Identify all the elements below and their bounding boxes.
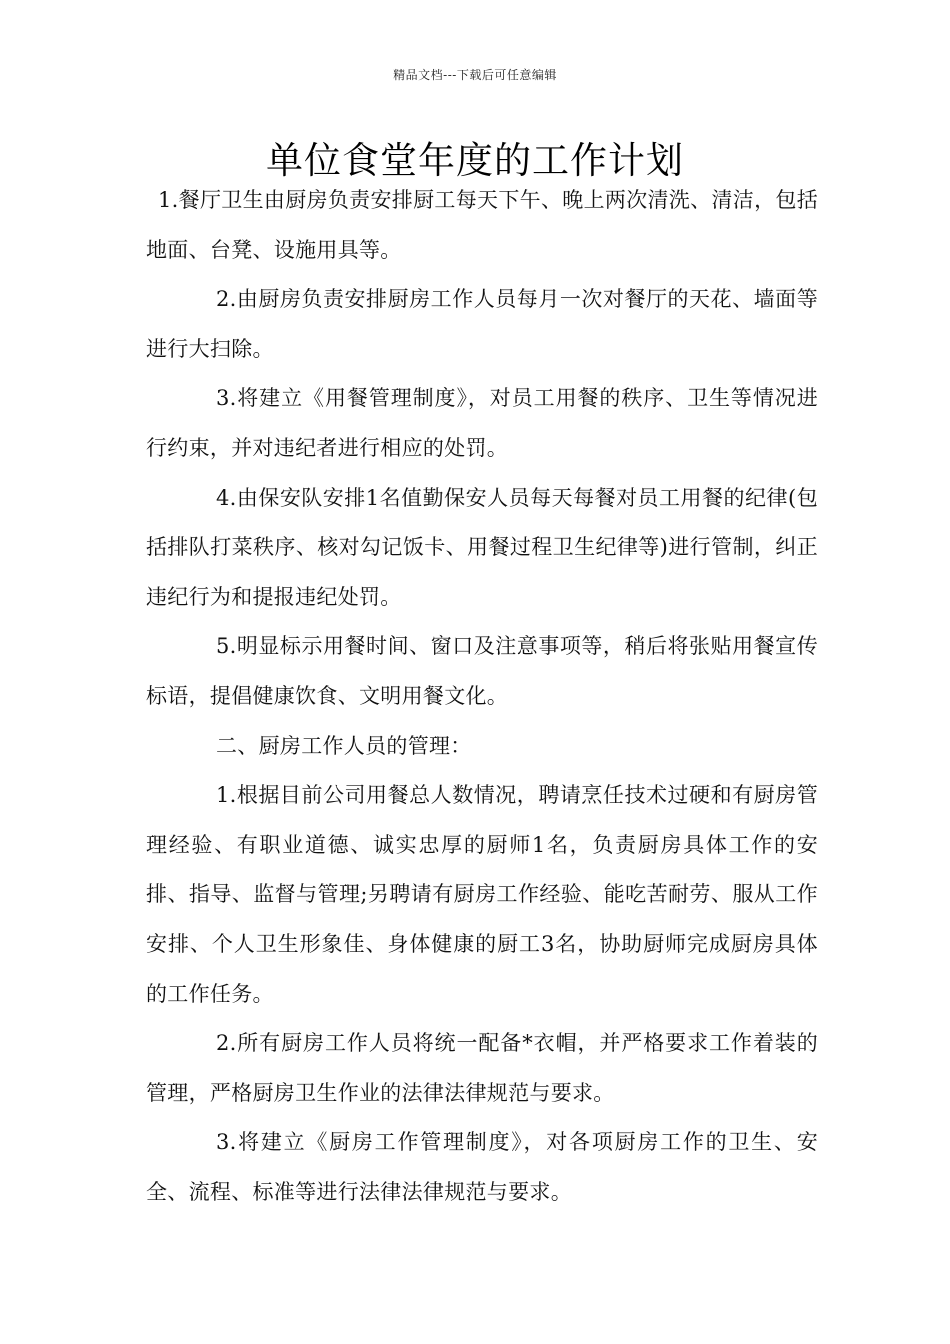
paragraph: 5.明显标示用餐时间、窗口及注意事项等，稍后将张贴用餐宣传标语，提倡健康饮食、文明用餐文化。 — [146, 634, 818, 708]
paragraph: 3.将建立《用餐管理制度》，对员工用餐的秩序、卫生等情况进行约束，并对违纪者进行相应的处罚。 — [146, 386, 818, 460]
paragraph: 4.由保安队安排1名值勤保安人员每天每餐对员工用餐的纪律(包括排队打菜秩序、核对勾记饭卡、用餐过程卫生纪律等)进行管制，纠正违纪行为和提报违纪处罚。 — [146, 485, 818, 609]
paragraph: 2.所有厨房工作人员将统一配备*衣帽，并严格要求工作着装的管理，严格厨房卫生作业的法律法律规范与要求。 — [146, 1031, 818, 1105]
header-note: 精品文档---下载后可任意编辑 — [393, 68, 557, 82]
document-body — [146, 176, 818, 1217]
paragraph: 2.由厨房负责安排厨房工作人员每月一次对餐厅的天花、墙面等进行大扫除。 — [146, 287, 818, 361]
document-title: 单位食堂年度的工作计划 — [266, 139, 684, 182]
paragraph: 1.根据目前公司用餐总人数情况，聘请烹任技术过硬和有厨房管理经验、有职业道德、诚实忠厚的厨师1名，负责厨房具体工作的安排、指导、监督与管理;另聘请有厨房工作经验、能吃苦耐劳、服从工作安排、个人卫生形象佳、身体健康的厨工3名，协助厨师完成厨房具体的工作任务。 — [146, 783, 818, 1006]
paragraph: 1.餐厅卫生由厨房负责安排厨工每天下午、晚上两次清洗、清洁，包括地面、台凳、设施用具等。 — [146, 188, 818, 262]
section-heading: 二、厨房工作人员的管理： — [216, 733, 472, 758]
paragraph: 3.将建立《厨房工作管理制度》，对各项厨房工作的卫生、安全、流程、标准等进行法律法律规范与要求。 — [146, 1130, 818, 1204]
